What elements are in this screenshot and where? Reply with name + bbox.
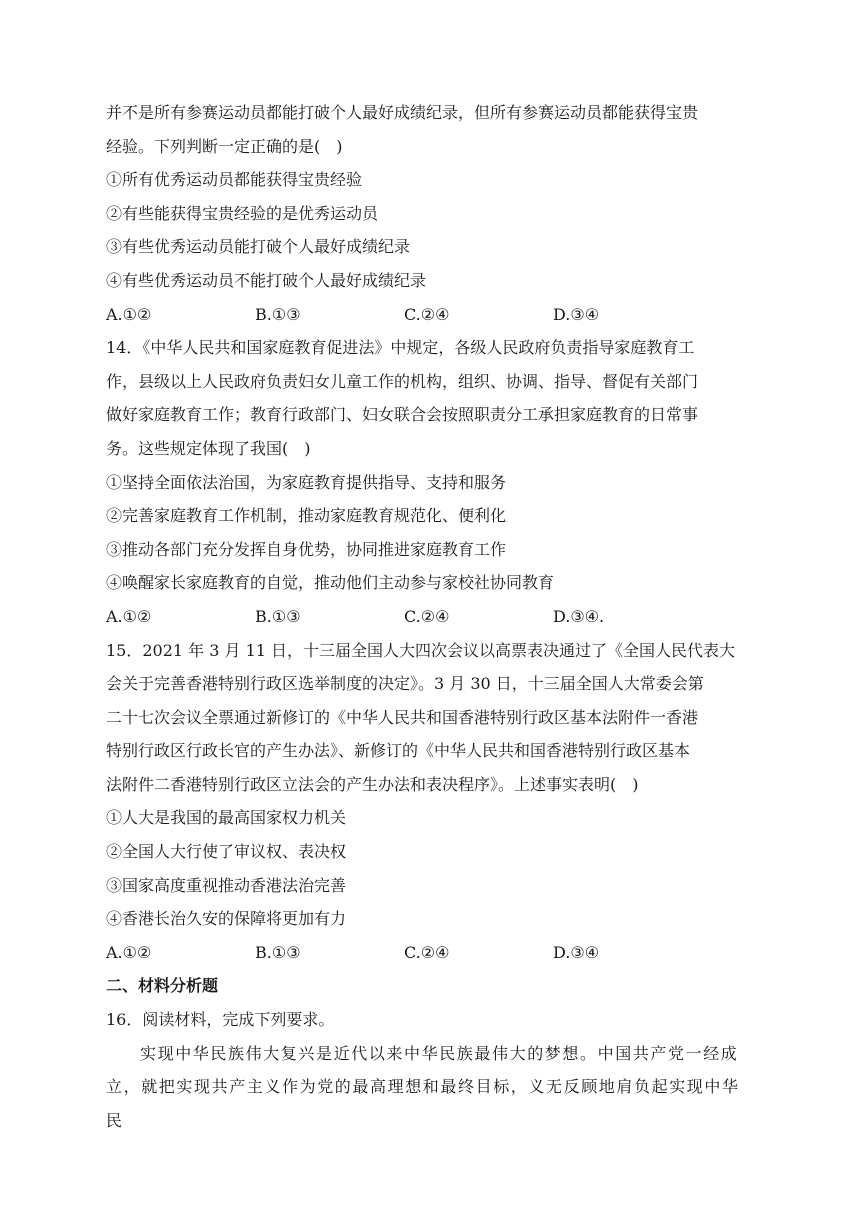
- material-line: 实现中华民族伟大复兴是近代以来中华民族最伟大的梦想。中国共产党一经成: [140, 1043, 739, 1063]
- section-heading: 二、材料分析题: [106, 976, 219, 996]
- answer-options: [106, 600, 756, 634]
- page-content: [106, 96, 756, 1137]
- statement-item: ④有些优秀运动员不能打破个人最好成绩纪录: [106, 270, 427, 290]
- answer-options: [106, 298, 756, 332]
- material-paragraph: [106, 1037, 756, 1138]
- statement-item: ③推动各部门充分发挥自身优势，协同推进家庭教育工作: [106, 539, 507, 559]
- question-stem-line: 14．《中华人民共和国家庭教育促进法》中规定，各级人民政府负责指导家庭教育工: [106, 338, 695, 358]
- statement-item: ②完善家庭教育工作机制，推动家庭教育规范化、便利化: [106, 506, 507, 526]
- statement-item: ③有些优秀运动员能打破个人最好成绩纪录: [106, 237, 411, 257]
- statement-item: ①人大是我国的最高国家权力机关: [106, 808, 347, 828]
- option-a: A.①②: [106, 942, 152, 962]
- question-stem-line: 作，县级以上人民政府负责妇女儿童工作的机构，组织、协调、指导、督促有关部门: [106, 371, 699, 391]
- question-stem-line: 经验。下列判断一定正确的是( ): [106, 136, 343, 156]
- option-c: C.②④: [404, 942, 450, 962]
- answer-options: [106, 936, 756, 970]
- statement-item: ②全国人大行使了审议权、表决权: [106, 842, 347, 862]
- question-stem-line: 并不是所有参赛运动员都能打破个人最好成绩纪录，但所有参赛运动员都能获得宝贵: [106, 103, 699, 122]
- option-c: C.②④: [404, 606, 450, 626]
- statement-item: ②有些能获得宝贵经验的是优秀运动员: [106, 203, 379, 223]
- statement-item: ①坚持全面依法治国，为家庭教育提供指导、支持和服务: [106, 472, 507, 492]
- option-d: D.③④: [553, 942, 600, 962]
- question-stem-line: 法附件二香港特别行政区立法会的产生办法和表决程序》。上述事实表明( ): [106, 774, 639, 794]
- question-stem-line: 特别行政区行政长官的产生办法》、新修订的《中华人民共和国香港特别行政区基本: [106, 741, 691, 761]
- option-b: B.①③: [255, 606, 301, 626]
- material-line: 立，就把实现共产主义作为党的最高理想和最终目标，义无反顾地肩负起实现中华民: [106, 1077, 740, 1130]
- statement-item: ④香港长治久安的保障将更加有力: [106, 909, 347, 929]
- question-stem-line: 做好家庭教育工作；教育行政部门、妇女联合会按照职责分工承担家庭教育的日常事: [106, 405, 699, 425]
- option-a: A.①②: [106, 304, 152, 324]
- question-16: [106, 1003, 756, 1137]
- option-d: D.③④: [553, 304, 600, 324]
- option-b: B.①③: [255, 942, 301, 962]
- question-stem-line: 15．2021 年 3 月 11 日，十三届全国人大四次会议以高票表决通过了《全国人民代表大: [106, 640, 736, 660]
- question-13: [106, 96, 756, 331]
- option-a: A.①②: [106, 606, 152, 626]
- question-15: [106, 634, 756, 970]
- statement-item: ③国家高度重视推动香港法治完善: [106, 875, 347, 895]
- question-stem-line: 16．阅读材料，完成下列要求。: [106, 1010, 335, 1030]
- statement-item: ①所有优秀运动员都能获得宝贵经验: [106, 170, 363, 190]
- question-stem-line: 会关于完善香港特别行政区选举制度的决定》。3 月 30 日，十三届全国人大常委会第: [106, 674, 704, 694]
- option-c: C.②④: [404, 304, 450, 324]
- option-b: B.①③: [255, 304, 301, 324]
- option-d: D.③④.: [553, 606, 605, 626]
- question-stem-line: 务。这些规定体现了我国( ): [106, 438, 311, 458]
- question-14: [106, 331, 756, 633]
- question-stem-line: 二十七次会议全票通过新修订的《中华人民共和国香港特别行政区基本法附件一香港: [106, 707, 699, 727]
- statement-item: ④唤醒家长家庭教育的自觉，推动他们主动参与家校社协同教育: [106, 573, 555, 593]
